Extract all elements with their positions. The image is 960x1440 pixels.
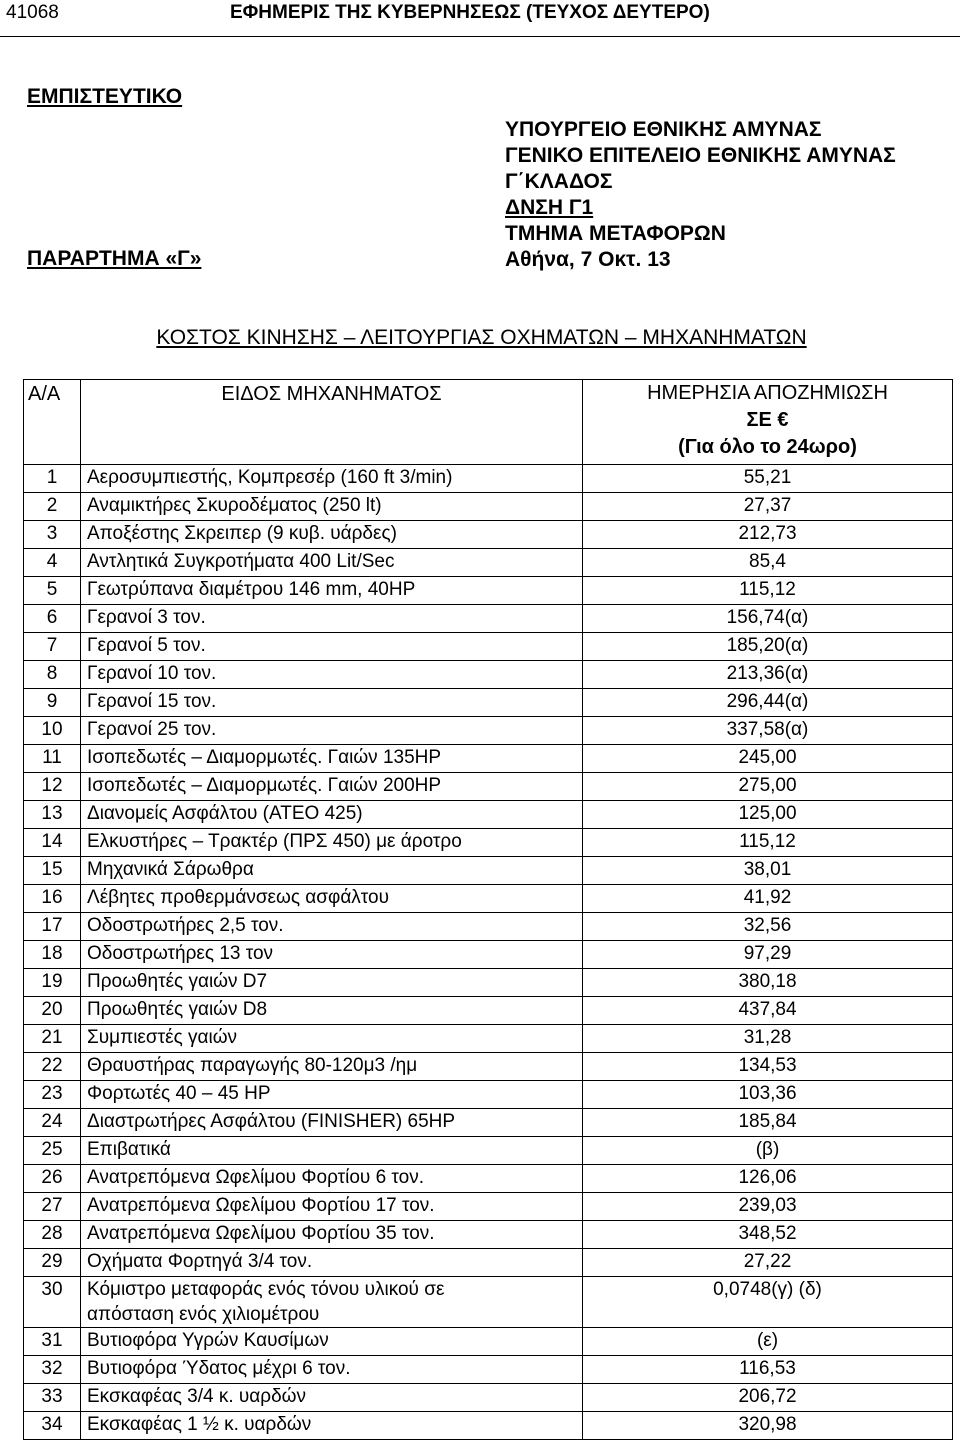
- row-number: 3: [24, 521, 81, 549]
- daily-compensation: 115,12: [583, 577, 953, 605]
- daily-compensation: 85,4: [583, 549, 953, 577]
- row-number: 11: [24, 745, 81, 773]
- machine-type: Ανατρεπόμενα Ωφελίμου Φορτίου 17 τον.: [81, 1193, 583, 1221]
- daily-compensation: 38,01: [583, 857, 953, 885]
- daily-compensation: 206,72: [583, 1384, 953, 1412]
- row-number: 18: [24, 941, 81, 969]
- row-number: 1: [24, 465, 81, 493]
- cost-table: [23, 379, 953, 1440]
- table-row: [24, 745, 953, 773]
- issuer-department: ΤΜΗΜΑ ΜΕΤΑΦΟΡΩΝ: [505, 222, 726, 245]
- table-row: [24, 1328, 953, 1356]
- table-row: [24, 1249, 953, 1277]
- machine-type: Γερανοί 5 τον.: [81, 633, 583, 661]
- table-row: [24, 1193, 953, 1221]
- row-number: 6: [24, 605, 81, 633]
- daily-compensation: (β): [583, 1137, 953, 1165]
- machine-type: Συμπιεστές γαιών: [81, 1025, 583, 1053]
- daily-compensation: 125,00: [583, 801, 953, 829]
- daily-compensation: 245,00: [583, 745, 953, 773]
- issuer-block: [505, 117, 896, 273]
- table-body: [24, 465, 953, 1440]
- machine-type: Ισοπεδωτές – Διαμορμωτές. Γαιών 135HP: [81, 745, 583, 773]
- machine-type: Εκσκαφέας 3/4 κ. υαρδών: [81, 1384, 583, 1412]
- row-number: 26: [24, 1165, 81, 1193]
- machine-type: Γερανοί 15 τον.: [81, 689, 583, 717]
- daily-compensation: 275,00: [583, 773, 953, 801]
- table-row: [24, 689, 953, 717]
- machine-type: Επιβατικά: [81, 1137, 583, 1165]
- machine-type: Γεωτρύπανα διαμέτρου 146 mm, 40HP: [81, 577, 583, 605]
- row-number: 14: [24, 829, 81, 857]
- table-row: [24, 661, 953, 689]
- row-number: 10: [24, 717, 81, 745]
- table-row: [24, 1384, 953, 1412]
- machine-type: [81, 1277, 583, 1328]
- row-number: 30: [24, 1277, 81, 1328]
- header-cost-line3: (Για όλο το 24ωρο): [678, 436, 857, 458]
- daily-compensation: 116,53: [583, 1356, 953, 1384]
- issuer-branch: Γ΄ΚΛΑΔΟΣ: [505, 170, 613, 193]
- machine-type: Διανομείς Ασφάλτου (ΑΤΕΟ 425): [81, 801, 583, 829]
- machine-type: Ελκυστήρες – Τρακτέρ (ΠΡΣ 450) με άροτρο: [81, 829, 583, 857]
- daily-compensation: 103,36: [583, 1081, 953, 1109]
- issuer-directorate: ΔΝΣΗ Γ1: [505, 196, 594, 219]
- issuer-ministry: ΥΠΟΥΡΓΕΙΟ ΕΘΝΙΚΗΣ ΑΜΥΝΑΣ: [505, 118, 822, 141]
- row-number: 13: [24, 801, 81, 829]
- table-row: [24, 605, 953, 633]
- machine-type: Ανατρεπόμενα Ωφελίμου Φορτίου 6 τον.: [81, 1165, 583, 1193]
- row-number: 16: [24, 885, 81, 913]
- table-row: [24, 1081, 953, 1109]
- header-cost-line2: ΣΕ €: [583, 407, 952, 434]
- machine-type: Αεροσυμπιεστής, Κομπρεσέρ (160 ft 3/min): [81, 465, 583, 493]
- daily-compensation: 115,12: [583, 829, 953, 857]
- machine-type: Βυτιοφόρα Υγρών Καυσίμων: [81, 1328, 583, 1356]
- daily-compensation: 185,84: [583, 1109, 953, 1137]
- daily-compensation: (ε): [583, 1328, 953, 1356]
- row-number: 29: [24, 1249, 81, 1277]
- row-number: 9: [24, 689, 81, 717]
- row-number: 34: [24, 1412, 81, 1440]
- machine-type-line2: απόσταση ενός χιλιομέτρου: [87, 1304, 320, 1325]
- machine-type: Γερανοί 25 τον.: [81, 717, 583, 745]
- table-row: [24, 801, 953, 829]
- table-row: [24, 829, 953, 857]
- issue-date: Αθήνα, 7 Οκτ. 13: [505, 248, 671, 271]
- machine-type: Προωθητές γαιών D7: [81, 969, 583, 997]
- row-number: 28: [24, 1221, 81, 1249]
- row-number: 4: [24, 549, 81, 577]
- row-number: 21: [24, 1025, 81, 1053]
- table-row: [24, 773, 953, 801]
- header-cost-line1: ΗΜΕΡΗΣΙΑ ΑΠΟΖΗΜΙΩΣΗ: [647, 382, 888, 404]
- table-row: [24, 1053, 953, 1081]
- row-number: 7: [24, 633, 81, 661]
- machine-type-line1: Κόμιστρο μεταφοράς ενός τόνου υλικού σε: [87, 1279, 445, 1300]
- table-row: [24, 1277, 953, 1328]
- machine-type: Αντλητικά Συγκροτήματα 400 Lit/Sec: [81, 549, 583, 577]
- daily-compensation: 296,44(α): [583, 689, 953, 717]
- daily-compensation: 97,29: [583, 941, 953, 969]
- header-type: ΕΙΔΟΣ ΜΗΧΑΝΗΜΑΤΟΣ: [81, 380, 583, 465]
- row-number: 20: [24, 997, 81, 1025]
- row-number: 24: [24, 1109, 81, 1137]
- daily-compensation: 126,06: [583, 1165, 953, 1193]
- row-number: 15: [24, 857, 81, 885]
- row-number: 8: [24, 661, 81, 689]
- daily-compensation: 27,22: [583, 1249, 953, 1277]
- daily-compensation: 185,20(α): [583, 633, 953, 661]
- machine-type: Μηχανικά Σάρωθρα: [81, 857, 583, 885]
- header-divider: [0, 36, 960, 37]
- daily-compensation: 41,92: [583, 885, 953, 913]
- table-row: [24, 577, 953, 605]
- row-number: 22: [24, 1053, 81, 1081]
- row-number: 2: [24, 493, 81, 521]
- daily-compensation: 156,74(α): [583, 605, 953, 633]
- classification-label: ΕΜΠΙΣΤΕΥΤΙΚΟ: [27, 85, 183, 108]
- machine-type: Βυτιοφόρα Ύδατος μέχρι 6 τον.: [81, 1356, 583, 1384]
- machine-type: Ανατρεπόμενα Ωφελίμου Φορτίου 35 τον.: [81, 1221, 583, 1249]
- table-row: [24, 1165, 953, 1193]
- row-number: 25: [24, 1137, 81, 1165]
- table-row: [24, 969, 953, 997]
- table-row: [24, 1356, 953, 1384]
- row-number: 32: [24, 1356, 81, 1384]
- appendix-label: ΠΑΡΑΡΤΗΜΑ «Γ»: [27, 247, 202, 270]
- daily-compensation: 212,73: [583, 521, 953, 549]
- daily-compensation: 31,28: [583, 1025, 953, 1053]
- daily-compensation: 337,58(α): [583, 717, 953, 745]
- table-row: [24, 1025, 953, 1053]
- machine-type: Ισοπεδωτές – Διαμορμωτές. Γαιών 200HP: [81, 773, 583, 801]
- header-aa: Α/Α: [24, 380, 81, 465]
- row-number: 27: [24, 1193, 81, 1221]
- table-row: [24, 521, 953, 549]
- header-daily-compensation: [583, 380, 953, 465]
- daily-compensation: 213,36(α): [583, 661, 953, 689]
- daily-compensation: 320,98: [583, 1412, 953, 1440]
- document-title: ΚΟΣΤΟΣ ΚΙΝΗΣΗΣ – ΛΕΙΤΟΥΡΓΙΑΣ ΟΧΗΜΑΤΩΝ – ΜΗΧΑΝΗΜΑΤΩΝ: [156, 326, 807, 349]
- row-number: 23: [24, 1081, 81, 1109]
- daily-compensation: 27,37: [583, 493, 953, 521]
- row-number: 19: [24, 969, 81, 997]
- row-number: 17: [24, 913, 81, 941]
- machine-type: Αποξέστης Σκρειπερ (9 κυβ. υάρδες): [81, 521, 583, 549]
- daily-compensation: 380,18: [583, 969, 953, 997]
- table-row: [24, 997, 953, 1025]
- issuer-staff: ΓΕΝΙΚΟ ΕΠΙΤΕΛΕΙΟ ΕΘΝΙΚΗΣ ΑΜΥΝΑΣ: [505, 144, 896, 167]
- table-row: [24, 1221, 953, 1249]
- table-row: [24, 913, 953, 941]
- gazette-title: ΕΦΗΜΕΡΙΣ ΤΗΣ ΚΥΒΕΡΝΗΣΕΩΣ (ΤΕΥΧΟΣ ΔΕΥΤΕΡΟ): [230, 2, 710, 23]
- daily-compensation: 32,56: [583, 913, 953, 941]
- table-row: [24, 941, 953, 969]
- row-number: 31: [24, 1328, 81, 1356]
- row-number: 33: [24, 1384, 81, 1412]
- table-row: [24, 1109, 953, 1137]
- daily-compensation: 239,03: [583, 1193, 953, 1221]
- machine-type: Προωθητές γαιών D8: [81, 997, 583, 1025]
- machine-type: Οχήματα Φορτηγά 3/4 τον.: [81, 1249, 583, 1277]
- row-number: 5: [24, 577, 81, 605]
- daily-compensation: 0,0748(γ) (δ): [583, 1277, 953, 1328]
- machine-type: Αναμικτήρες Σκυροδέματος (250 lt): [81, 493, 583, 521]
- table-row: [24, 633, 953, 661]
- machine-type: Γερανοί 3 τον.: [81, 605, 583, 633]
- machine-type: Οδοστρωτήρες 2,5 τον.: [81, 913, 583, 941]
- machine-type: Εκσκαφέας 1 ½ κ. υαρδών: [81, 1412, 583, 1440]
- table-row: [24, 465, 953, 493]
- machine-type: Διαστρωτήρες Ασφάλτου (FINISHER) 65HP: [81, 1109, 583, 1137]
- daily-compensation: 134,53: [583, 1053, 953, 1081]
- row-number: 12: [24, 773, 81, 801]
- machine-type: Θραυστήρας παραγωγής 80-120μ3 /ημ: [81, 1053, 583, 1081]
- daily-compensation: 348,52: [583, 1221, 953, 1249]
- table-row: [24, 857, 953, 885]
- machine-type: Φορτωτές 40 – 45 HP: [81, 1081, 583, 1109]
- machine-type: Γερανοί 10 τον.: [81, 661, 583, 689]
- daily-compensation: 55,21: [583, 465, 953, 493]
- daily-compensation: 437,84: [583, 997, 953, 1025]
- table-row: [24, 1137, 953, 1165]
- machine-type: Λέβητες προθερμάνσεως ασφάλτου: [81, 885, 583, 913]
- table-header-row: [24, 380, 953, 465]
- table-row: [24, 717, 953, 745]
- page-number: 41068: [6, 2, 59, 23]
- euro-icon: €: [777, 409, 789, 431]
- machine-type: Οδοστρωτήρες 13 τον: [81, 941, 583, 969]
- table-row: [24, 1412, 953, 1440]
- table-row: [24, 549, 953, 577]
- table-row: [24, 493, 953, 521]
- table-row: [24, 885, 953, 913]
